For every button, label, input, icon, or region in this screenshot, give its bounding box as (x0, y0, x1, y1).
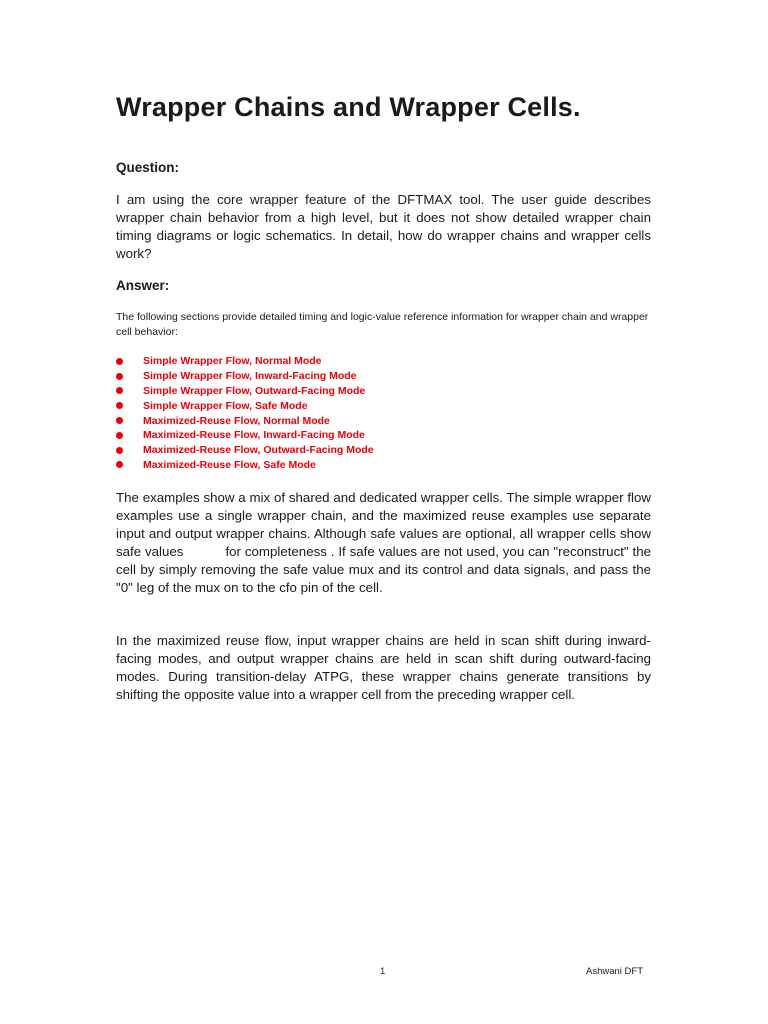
bullet-dot-icon (116, 432, 123, 439)
footer-author: Ashwani DFT (586, 966, 644, 977)
page-title: Wrapper Chains and Wrapper Cells. (116, 92, 581, 122)
bullet-dot-icon (116, 373, 123, 380)
list-item: Maximized-Reuse Flow, Inward-Facing Mode (116, 428, 374, 443)
bullet-dot-icon (116, 447, 123, 454)
list-item: Maximized-Reuse Flow, Outward-Facing Mode (116, 443, 374, 458)
question-label: Question: (116, 160, 179, 175)
bullet-dot-icon (116, 387, 123, 394)
question-text: I am using the core wrapper feature of the DFTMAX tool. The user guide describes wrapper chain behavior from a high level, but it does not show detailed wrapper chain timing diagrams or logic schematics. In detail, how do wrapper chains and wrapper cells work? (116, 192, 651, 261)
bullet-dot-icon (116, 417, 123, 424)
answer-label: Answer: (116, 278, 170, 293)
bullet-dot-icon (116, 358, 123, 365)
paragraph-maximized-reuse: In the maximized reuse flow, input wrapper chains are held in scan shift during inward-facing modes, and output wrapper chains are held in scan shift during outward-facing modes. During transition-delay ATPG, these wrapper chains generate transitions by shifting the opposite value into a wrapper cell from the preceding wrapper cell. (116, 633, 651, 702)
bullet-dot-icon (116, 461, 123, 468)
list-item: Simple Wrapper Flow, Outward-Facing Mode (116, 384, 374, 399)
answer-intro: The following sections provide detailed timing and logic-value reference information for wrapper chain and wrapper cell behavior: (116, 311, 649, 338)
list-item: Simple Wrapper Flow, Inward-Facing Mode (116, 369, 374, 384)
bullet-dot-icon (116, 402, 123, 409)
list-item: Simple Wrapper Flow, Safe Mode (116, 398, 374, 413)
page-number: 1 (380, 966, 386, 977)
list-item: Simple Wrapper Flow, Normal Mode (116, 354, 374, 369)
list-item: Maximized-Reuse Flow, Safe Mode (116, 458, 374, 473)
mode-list (116, 354, 374, 472)
list-item: Maximized-Reuse Flow, Normal Mode (116, 413, 374, 428)
paragraph-wrapper-cells: The examples show a mix of shared and dedicated wrapper cells. The simple wrapper flow examples use a single wrapper chain, and the maximized reuse examples use separate input and output wrapper chains. Although safe values are optional, all wrapper cells show safe values for completeness . If safe values are not used, you can "reconstruct" the cell by simply removing the safe value mux and its control and data signals, and pass the "0" leg of the mux on to the cfo pin of the cell. (116, 490, 651, 595)
